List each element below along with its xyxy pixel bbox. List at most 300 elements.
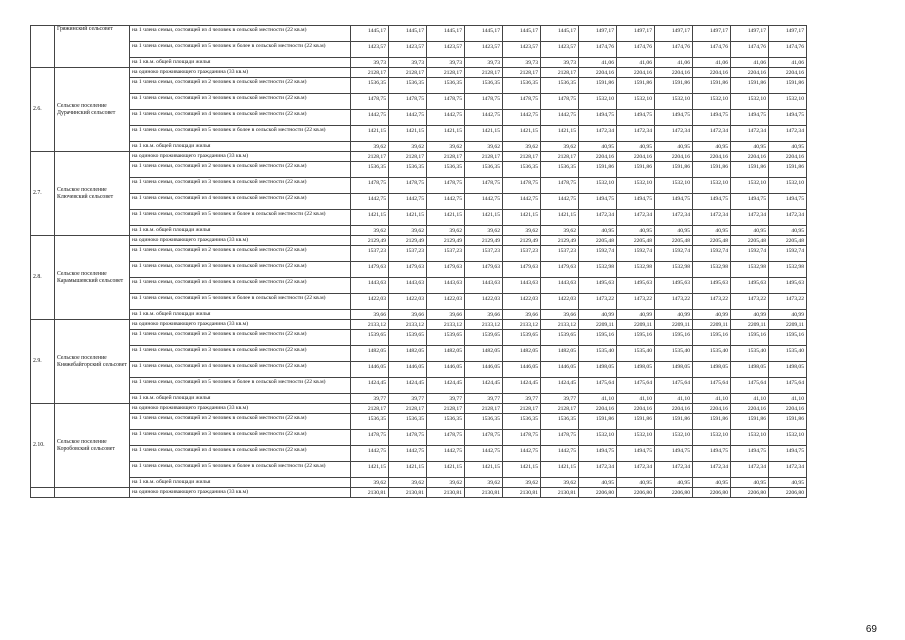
section-number: 2.9. [31, 320, 55, 404]
value-cell: 41,06 [769, 58, 807, 68]
value-cell: 1539,65 [541, 330, 579, 346]
value-cell: 2206,80 [769, 488, 807, 498]
value-cell: 1422,03 [351, 294, 389, 310]
value-cell: 1536,35 [503, 414, 541, 430]
value-cell: 1421,15 [351, 210, 389, 226]
value-cell: 1497,17 [769, 26, 807, 42]
value-cell: 1482,05 [503, 346, 541, 362]
value-cell: 1478,75 [541, 430, 579, 446]
value-cell: 1478,75 [465, 94, 503, 110]
value-cell: 1494,75 [617, 446, 655, 462]
value-cell: 1423,57 [541, 42, 579, 58]
norm-description: на 1 кв.м. общей площади жилья [130, 58, 351, 68]
norm-description: на одиноко проживающего гражданина (33 кв.м) [130, 320, 351, 330]
norm-description: на одиноко проживающего гражданина (33 кв.м) [130, 404, 351, 414]
section-number: 2.6. [31, 68, 55, 152]
value-cell: 39,66 [503, 310, 541, 320]
norm-description: на 1 члена семьи, состоящей из 5 человек и более в сельской местности (22 кв.м) [130, 462, 351, 478]
value-cell: 2209,11 [579, 320, 617, 330]
value-cell: 2128,17 [389, 404, 427, 414]
value-cell: 1591,86 [655, 162, 693, 178]
table-row [31, 294, 807, 310]
value-cell: 2129,49 [351, 236, 389, 246]
table-row [31, 236, 807, 246]
value-cell: 1532,10 [731, 178, 769, 194]
value-cell: 1479,63 [427, 262, 465, 278]
value-cell: 1443,63 [389, 278, 427, 294]
section-number: 2.8. [31, 236, 55, 320]
value-cell: 2130,81 [351, 488, 389, 498]
value-cell: 1472,34 [769, 126, 807, 142]
value-cell: 1473,22 [693, 294, 731, 310]
value-cell: 40,99 [693, 310, 731, 320]
value-cell: 1472,34 [731, 210, 769, 226]
value-cell: 1536,35 [389, 414, 427, 430]
value-cell: 1443,63 [351, 278, 389, 294]
value-cell: 1442,75 [465, 110, 503, 126]
value-cell: 2209,11 [731, 320, 769, 330]
value-cell: 40,95 [693, 478, 731, 488]
value-cell: 1536,35 [465, 78, 503, 94]
value-cell: 39,66 [541, 310, 579, 320]
value-cell: 1535,40 [769, 346, 807, 362]
value-cell: 40,99 [579, 310, 617, 320]
value-cell: 2204,16 [731, 404, 769, 414]
value-cell: 1473,22 [769, 294, 807, 310]
settlement-name: Сельское поселение Карамышевский сельсовет [55, 236, 130, 320]
norm-description: на 1 члена семьи, состоящей из 5 человек и более в сельской местности (22 кв.м) [130, 294, 351, 310]
value-cell: 1532,10 [693, 178, 731, 194]
value-cell: 1536,35 [541, 414, 579, 430]
value-cell: 1595,16 [617, 330, 655, 346]
norm-description: на 1 члена семьи, состоящей из 2 человек в сельской местности (22 кв.м) [130, 246, 351, 262]
value-cell: 40,99 [655, 310, 693, 320]
value-cell: 2130,81 [389, 488, 427, 498]
value-cell: 1423,57 [389, 42, 427, 58]
value-cell: 1532,98 [693, 262, 731, 278]
norm-description: на одиноко проживающего гражданина (33 кв.м) [130, 68, 351, 78]
value-cell: 2204,16 [693, 68, 731, 78]
value-cell: 1421,15 [465, 126, 503, 142]
value-cell: 39,77 [465, 394, 503, 404]
value-cell: 2128,17 [465, 404, 503, 414]
value-cell: 2204,16 [579, 68, 617, 78]
settlement-name: Сельское поселение Дурачинский сельсовет [55, 68, 130, 152]
value-cell: 2204,16 [731, 152, 769, 162]
value-cell: 2205,48 [731, 236, 769, 246]
value-cell: 1423,57 [503, 42, 541, 58]
value-cell: 39,73 [427, 58, 465, 68]
value-cell: 1532,10 [731, 94, 769, 110]
table-row [31, 142, 807, 152]
value-cell: 1474,76 [693, 42, 731, 58]
value-cell: 2133,12 [503, 320, 541, 330]
value-cell: 2206,80 [617, 488, 655, 498]
norm-description: на 1 члена семьи, состоящей из 5 человек и более в сельской местности (22 кв.м) [130, 42, 351, 58]
table-row [31, 446, 807, 462]
value-cell: 1532,10 [617, 430, 655, 446]
value-cell: 1474,76 [617, 42, 655, 58]
value-cell: 1475,64 [655, 378, 693, 394]
value-cell: 1424,45 [351, 378, 389, 394]
value-cell: 2206,80 [579, 488, 617, 498]
value-cell: 1442,75 [503, 446, 541, 462]
value-cell: 1482,05 [465, 346, 503, 362]
value-cell: 1443,63 [465, 278, 503, 294]
value-cell: 1472,34 [731, 126, 769, 142]
value-cell: 1532,10 [617, 178, 655, 194]
value-cell: 1537,23 [503, 246, 541, 262]
value-cell: 1532,10 [655, 430, 693, 446]
table-row [31, 42, 807, 58]
value-cell: 2133,12 [465, 320, 503, 330]
norm-description: на 1 члена семьи, состоящей из 2 человек в сельской местности (22 кв.м) [130, 414, 351, 430]
norm-description: на 1 члена семьи, состоящей из 3 человек в сельской местности (22 кв.м) [130, 178, 351, 194]
value-cell: 40,95 [579, 226, 617, 236]
value-cell: 1421,15 [503, 126, 541, 142]
value-cell: 1494,75 [655, 110, 693, 126]
value-cell: 2129,49 [465, 236, 503, 246]
value-cell: 39,62 [351, 226, 389, 236]
table-row [31, 462, 807, 478]
value-cell: 1446,05 [389, 362, 427, 378]
value-cell: 1421,15 [541, 126, 579, 142]
value-cell: 1421,15 [465, 210, 503, 226]
value-cell: 1536,35 [427, 162, 465, 178]
value-cell: 39,66 [465, 310, 503, 320]
table-row [31, 478, 807, 488]
table-row [31, 262, 807, 278]
value-cell: 40,95 [693, 142, 731, 152]
value-cell: 1474,76 [731, 42, 769, 58]
value-cell: 1478,75 [389, 178, 427, 194]
value-cell: 1424,45 [503, 378, 541, 394]
value-cell: 39,62 [503, 226, 541, 236]
value-cell: 2206,80 [731, 488, 769, 498]
value-cell: 1532,10 [693, 94, 731, 110]
value-cell: 41,10 [731, 394, 769, 404]
section-number [31, 26, 55, 68]
value-cell: 41,10 [769, 394, 807, 404]
norm-description: на 1 кв.м. общей площади жилья [130, 394, 351, 404]
value-cell: 1424,45 [541, 378, 579, 394]
value-cell: 1592,74 [769, 246, 807, 262]
value-cell: 1474,76 [769, 42, 807, 58]
value-cell: 1479,63 [503, 262, 541, 278]
value-cell: 1532,10 [769, 94, 807, 110]
value-cell: 1422,03 [465, 294, 503, 310]
value-cell: 1472,34 [617, 126, 655, 142]
value-cell: 2204,16 [731, 68, 769, 78]
value-cell: 1532,10 [579, 430, 617, 446]
value-cell: 1443,63 [427, 278, 465, 294]
section-number: 2.7. [31, 152, 55, 236]
value-cell: 1472,34 [617, 462, 655, 478]
norm-description: на 1 члена семьи, состоящей из 5 человек и более в сельской местности (22 кв.м) [130, 126, 351, 142]
value-cell: 1536,35 [351, 414, 389, 430]
value-cell: 1478,75 [541, 178, 579, 194]
value-cell: 2128,17 [351, 68, 389, 78]
value-cell: 1475,64 [731, 378, 769, 394]
value-cell: 1595,16 [769, 330, 807, 346]
value-cell: 1532,10 [769, 178, 807, 194]
value-cell: 2129,49 [503, 236, 541, 246]
value-cell: 1442,75 [351, 110, 389, 126]
value-cell: 1494,75 [655, 446, 693, 462]
value-cell: 39,77 [389, 394, 427, 404]
value-cell: 2209,11 [693, 320, 731, 330]
settlement-name: Сельское поселение Ключевский сельсовет [55, 152, 130, 236]
value-cell: 1536,35 [541, 162, 579, 178]
value-cell: 39,62 [541, 142, 579, 152]
section-number [31, 488, 55, 498]
value-cell: 1537,23 [465, 246, 503, 262]
value-cell: 1591,86 [731, 78, 769, 94]
value-cell: 39,66 [427, 310, 465, 320]
value-cell: 1532,10 [693, 430, 731, 446]
value-cell: 2205,48 [769, 236, 807, 246]
value-cell: 1591,86 [617, 414, 655, 430]
value-cell: 1475,64 [769, 378, 807, 394]
value-cell: 2133,12 [541, 320, 579, 330]
norm-description: на 1 кв.м. общей площади жилья [130, 478, 351, 488]
value-cell: 1442,75 [351, 446, 389, 462]
value-cell: 39,77 [427, 394, 465, 404]
table-row [31, 310, 807, 320]
value-cell: 2206,80 [655, 488, 693, 498]
value-cell: 1478,75 [351, 430, 389, 446]
value-cell: 39,77 [503, 394, 541, 404]
table-row [31, 378, 807, 394]
value-cell: 1424,45 [465, 378, 503, 394]
value-cell: 1592,74 [655, 246, 693, 262]
norm-description: на 1 члена семьи, состоящей из 5 человек и более в сельской местности (22 кв.м) [130, 210, 351, 226]
value-cell: 1442,75 [541, 446, 579, 462]
value-cell: 1494,75 [731, 110, 769, 126]
value-cell: 1445,17 [389, 26, 427, 42]
value-cell: 1478,75 [389, 430, 427, 446]
value-cell: 1472,34 [693, 462, 731, 478]
value-cell: 2129,49 [541, 236, 579, 246]
value-cell: 1424,45 [427, 378, 465, 394]
value-cell: 39,77 [541, 394, 579, 404]
value-cell: 1442,75 [389, 446, 427, 462]
norm-description: на 1 члена семьи, состоящей из 4 человек в сельской местности (22 кв.м) [130, 362, 351, 378]
table-row [31, 152, 807, 162]
value-cell: 1422,03 [541, 294, 579, 310]
value-cell: 2128,17 [503, 152, 541, 162]
norm-description: на 1 члена семьи, состоящей из 3 человек в сельской местности (22 кв.м) [130, 94, 351, 110]
value-cell: 1591,86 [617, 162, 655, 178]
norm-description: на 1 члена семьи, состоящей из 5 человек и более в сельской местности (22 кв.м) [130, 378, 351, 394]
value-cell: 40,99 [769, 310, 807, 320]
value-cell: 41,06 [655, 58, 693, 68]
value-cell: 40,95 [769, 142, 807, 152]
value-cell: 1421,15 [389, 462, 427, 478]
value-cell: 1495,63 [769, 278, 807, 294]
settlement-name: Гряжинский сельсовет [55, 26, 130, 68]
value-cell: 1442,75 [541, 194, 579, 210]
value-cell: 40,95 [655, 226, 693, 236]
value-cell: 39,62 [427, 226, 465, 236]
value-cell: 1473,22 [579, 294, 617, 310]
value-cell: 40,95 [769, 478, 807, 488]
value-cell: 1478,75 [351, 178, 389, 194]
value-cell: 1473,22 [617, 294, 655, 310]
value-cell: 39,73 [465, 58, 503, 68]
value-cell: 39,62 [427, 478, 465, 488]
value-cell: 1479,63 [465, 262, 503, 278]
value-cell: 1421,15 [427, 126, 465, 142]
value-cell: 39,66 [351, 310, 389, 320]
value-cell: 1479,63 [351, 262, 389, 278]
value-cell: 1592,74 [731, 246, 769, 262]
value-cell: 1472,34 [655, 126, 693, 142]
value-cell: 2204,16 [693, 152, 731, 162]
table-row [31, 330, 807, 346]
value-cell: 39,62 [389, 226, 427, 236]
value-cell: 40,95 [655, 142, 693, 152]
value-cell: 40,95 [769, 226, 807, 236]
value-cell: 1482,05 [389, 346, 427, 362]
value-cell: 1479,63 [389, 262, 427, 278]
value-cell: 1482,05 [541, 346, 579, 362]
value-cell: 2128,17 [541, 404, 579, 414]
value-cell: 1494,75 [617, 110, 655, 126]
value-cell: 40,99 [617, 310, 655, 320]
value-cell: 2128,17 [465, 152, 503, 162]
value-cell: 39,77 [351, 394, 389, 404]
value-cell: 1473,22 [731, 294, 769, 310]
value-cell: 1472,34 [655, 462, 693, 478]
value-cell: 1424,45 [389, 378, 427, 394]
value-cell: 1539,65 [351, 330, 389, 346]
table-row [31, 110, 807, 126]
value-cell: 1421,15 [465, 462, 503, 478]
value-cell: 1595,16 [693, 330, 731, 346]
value-cell: 2209,11 [769, 320, 807, 330]
value-cell: 2128,17 [389, 68, 427, 78]
table-row [31, 126, 807, 142]
table-row [31, 226, 807, 236]
value-cell: 41,10 [655, 394, 693, 404]
value-cell: 1536,35 [427, 414, 465, 430]
value-cell: 1423,57 [427, 42, 465, 58]
value-cell: 1446,05 [541, 362, 579, 378]
norm-description: на 1 члена семьи, состоящей из 4 человек в сельской местности (22 кв.м) [130, 278, 351, 294]
value-cell: 39,62 [503, 478, 541, 488]
value-cell: 1442,75 [503, 194, 541, 210]
page-number: 69 [865, 624, 877, 635]
value-cell: 1494,75 [769, 194, 807, 210]
value-cell: 39,62 [351, 142, 389, 152]
value-cell: 41,06 [731, 58, 769, 68]
value-cell: 1591,86 [693, 162, 731, 178]
value-cell: 1537,23 [389, 246, 427, 262]
value-cell: 1478,75 [389, 94, 427, 110]
value-cell: 1536,35 [351, 78, 389, 94]
value-cell: 40,99 [731, 310, 769, 320]
value-cell: 1443,63 [503, 278, 541, 294]
value-cell: 2204,16 [655, 68, 693, 78]
value-cell: 2128,17 [503, 404, 541, 414]
value-cell: 1536,35 [503, 78, 541, 94]
value-cell: 2204,16 [617, 152, 655, 162]
value-cell: 2128,17 [503, 68, 541, 78]
norm-description: на 1 члена семьи, состоящей из 2 человек в сельской местности (22 кв.м) [130, 162, 351, 178]
value-cell: 2133,12 [351, 320, 389, 330]
value-cell: 1494,75 [579, 194, 617, 210]
table-row [31, 210, 807, 226]
value-cell: 1495,63 [655, 278, 693, 294]
value-cell: 1535,40 [617, 346, 655, 362]
table-row [31, 404, 807, 414]
value-cell: 1532,98 [731, 262, 769, 278]
value-cell: 1445,17 [541, 26, 579, 42]
settlement-name: Сельское поселение Княжебайгорский сельсовет [55, 320, 130, 404]
value-cell: 1494,75 [693, 194, 731, 210]
value-cell: 2204,16 [769, 152, 807, 162]
value-cell: 1532,10 [731, 430, 769, 446]
settlement-name [55, 488, 130, 498]
value-cell: 2128,17 [389, 152, 427, 162]
value-cell: 1445,17 [465, 26, 503, 42]
value-cell: 1442,75 [465, 194, 503, 210]
value-cell: 2128,17 [465, 68, 503, 78]
value-cell: 2204,16 [655, 404, 693, 414]
value-cell: 1494,75 [693, 446, 731, 462]
value-cell: 1442,75 [541, 110, 579, 126]
value-cell: 1498,05 [693, 362, 731, 378]
value-cell: 1497,17 [579, 26, 617, 42]
value-cell: 1494,75 [693, 110, 731, 126]
value-cell: 2128,17 [541, 68, 579, 78]
norm-description: на 1 члена семьи, состоящей из 4 человек в сельской местности (22 кв.м) [130, 194, 351, 210]
value-cell: 2205,48 [655, 236, 693, 246]
value-cell: 1442,75 [389, 194, 427, 210]
value-cell: 39,66 [389, 310, 427, 320]
table-row [31, 362, 807, 378]
norm-description: на 1 члена семьи, состоящей из 4 человек в сельской местности (22 кв.м) [130, 446, 351, 462]
value-cell: 2205,48 [693, 236, 731, 246]
value-cell: 39,62 [389, 478, 427, 488]
value-cell: 40,95 [731, 478, 769, 488]
table-row [31, 394, 807, 404]
value-cell: 2128,17 [351, 404, 389, 414]
value-cell: 1446,05 [503, 362, 541, 378]
value-cell: 2128,17 [427, 152, 465, 162]
value-cell: 1535,40 [731, 346, 769, 362]
value-cell: 1472,34 [693, 126, 731, 142]
value-cell: 2129,49 [389, 236, 427, 246]
value-cell: 1535,40 [693, 346, 731, 362]
value-cell: 1532,10 [617, 94, 655, 110]
value-cell: 1536,35 [389, 162, 427, 178]
value-cell: 1475,64 [617, 378, 655, 394]
value-cell: 2130,81 [541, 488, 579, 498]
value-cell: 1422,03 [503, 294, 541, 310]
table-row [31, 346, 807, 362]
value-cell: 40,95 [731, 142, 769, 152]
value-cell: 1421,15 [427, 210, 465, 226]
value-cell: 39,62 [465, 226, 503, 236]
value-cell: 1442,75 [389, 110, 427, 126]
value-cell: 1472,34 [693, 210, 731, 226]
value-cell: 2130,81 [427, 488, 465, 498]
value-cell: 1495,63 [617, 278, 655, 294]
value-cell: 2128,17 [427, 404, 465, 414]
value-cell: 1446,05 [465, 362, 503, 378]
